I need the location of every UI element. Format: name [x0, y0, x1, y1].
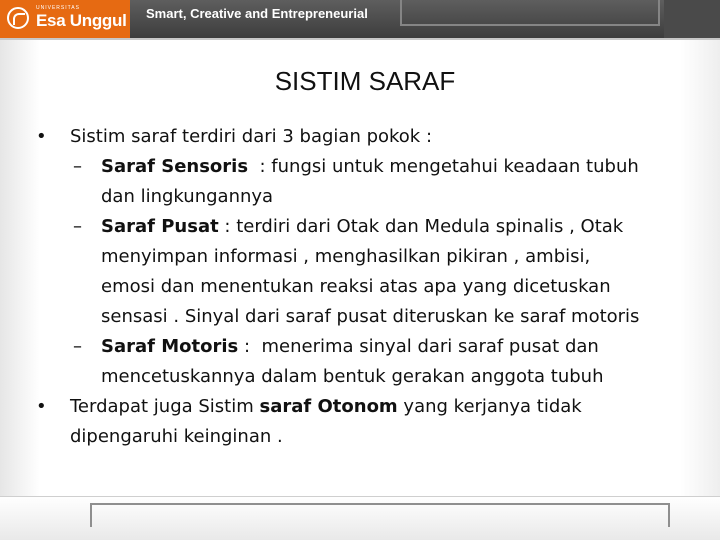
sub-item-text: dan lingkungannya	[101, 186, 274, 207]
sub-item-term: Saraf Motoris	[101, 336, 239, 357]
bullet-icon: •	[36, 396, 47, 417]
sub-item-sensoris	[28, 152, 698, 212]
bullet-item-2	[28, 392, 698, 452]
footer-divider	[0, 496, 720, 497]
sub-item-text: sensasi . Sinyal dari saraf pusat diteruskan ke saraf motoris	[101, 306, 640, 327]
bullet-2-text-line2: dipengaruhi keinginan .	[70, 426, 283, 447]
slide-title: SISTIM SARAF	[274, 66, 456, 96]
bullet-2-text: Terdapat juga Sistim	[70, 396, 260, 417]
dash-icon: –	[73, 336, 82, 357]
bullet-icon: •	[36, 126, 47, 147]
sub-item-text: emosi dan menentukan reaksi atas apa yang dicetuskan	[101, 276, 611, 297]
tagline: Smart, Creative and Entrepreneurial	[146, 6, 368, 21]
bullet-2-term: saraf Otonom	[259, 396, 398, 417]
header-divider	[0, 38, 720, 40]
university-logo	[0, 0, 130, 38]
slide-content	[28, 122, 698, 452]
logo-small-text: UNIVERSITAS	[36, 5, 80, 11]
header-frame-decoration	[400, 0, 660, 26]
dash-icon: –	[73, 156, 82, 177]
sub-item-text: : terdiri dari Otak dan Medula spinalis , Otak	[218, 216, 624, 237]
sub-item-text: : menerima sinyal dari saraf pusat dan	[238, 336, 599, 357]
logo-name: Esa Unggul	[36, 11, 127, 30]
sub-item-pusat	[28, 212, 698, 332]
sub-item-motoris	[28, 332, 698, 392]
sub-item-term: Saraf Sensoris	[101, 156, 249, 177]
sub-item-term: Saraf Pusat	[101, 216, 219, 237]
logo-icon	[7, 7, 29, 29]
footer-frame-decoration	[90, 503, 670, 527]
dash-icon: –	[73, 216, 82, 237]
bullet-1-text: Sistim saraf terdiri dari 3 bagian pokok :	[70, 126, 433, 147]
header-right-tab	[664, 0, 720, 38]
sub-item-text: mencetuskannya dalam bentuk gerakan anggota tubuh	[101, 366, 604, 387]
sub-item-text: menyimpan informasi , menghasilkan pikiran , ambisi,	[101, 246, 591, 267]
sub-item-text: : fungsi untuk mengetahui keadaan tubuh	[248, 156, 639, 177]
bullet-2-text-post: yang kerjanya tidak	[397, 396, 582, 417]
bullet-item-1	[28, 122, 698, 152]
